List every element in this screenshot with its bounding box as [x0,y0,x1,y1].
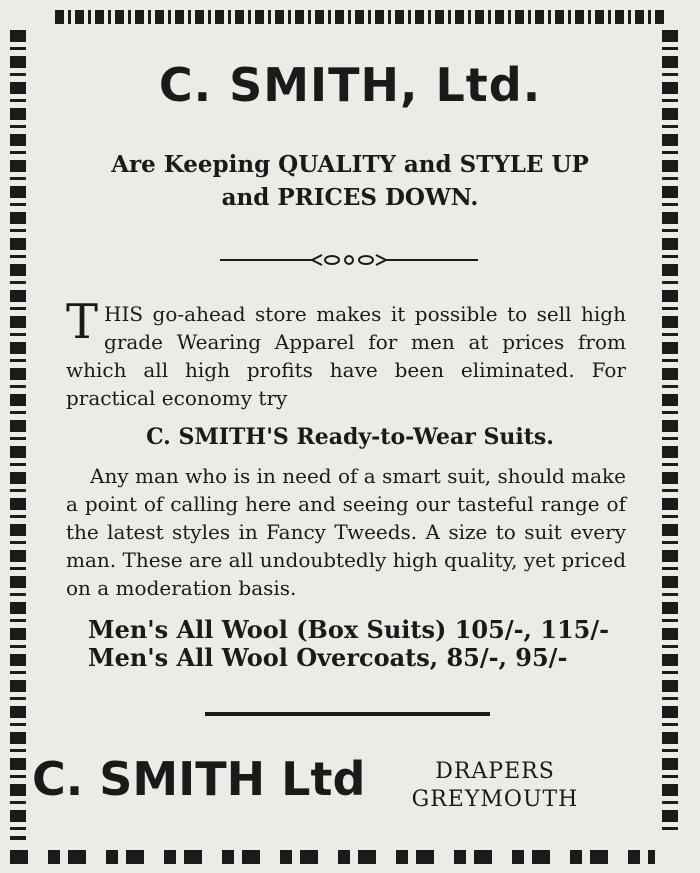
tagline-line-1: Are Keeping QUALITY and STYLE UP [111,151,589,178]
tagline-line-2: and PRICES DOWN. [221,184,479,211]
intro-paragraph [66,294,626,412]
footer-store-name: C. SMITH Ltd [32,752,366,806]
price-line-overcoats: Men's All Wool Overcoats, 85/-, 95/- [88,643,568,672]
price-list [88,616,628,672]
footer-address [400,758,590,814]
store-title: C. SMITH, Ltd. [158,58,542,112]
body-paragraph: Any man who is in need of a smart suit, should make a point of calling here and seeing our tasteful range of the latest styles in Fancy Tweeds. A size to suit every man. These are all undoubtedly high quality, yet priced on a moderation basis. [66,464,627,600]
bottom-border [10,850,655,864]
subheading: C. SMITH'S Ready-to-Wear Suits. [146,424,554,450]
intro-text: HIS go-ahead store makes it possible to sell high grade Wearing Apparel for men at prices from which all high profits have been eliminated. For practical economy try [66,302,626,410]
footer-trade: DRAPERS [435,759,555,784]
drop-cap: T [66,294,99,350]
ornament-divider [220,252,478,268]
footer-town: GREYMOUTH [411,787,579,812]
top-border [55,10,665,24]
price-line-suits: Men's All Wool (Box Suits) 105/-, 115/- [88,615,610,644]
tagline [0,148,700,214]
horizontal-rule [205,712,490,716]
